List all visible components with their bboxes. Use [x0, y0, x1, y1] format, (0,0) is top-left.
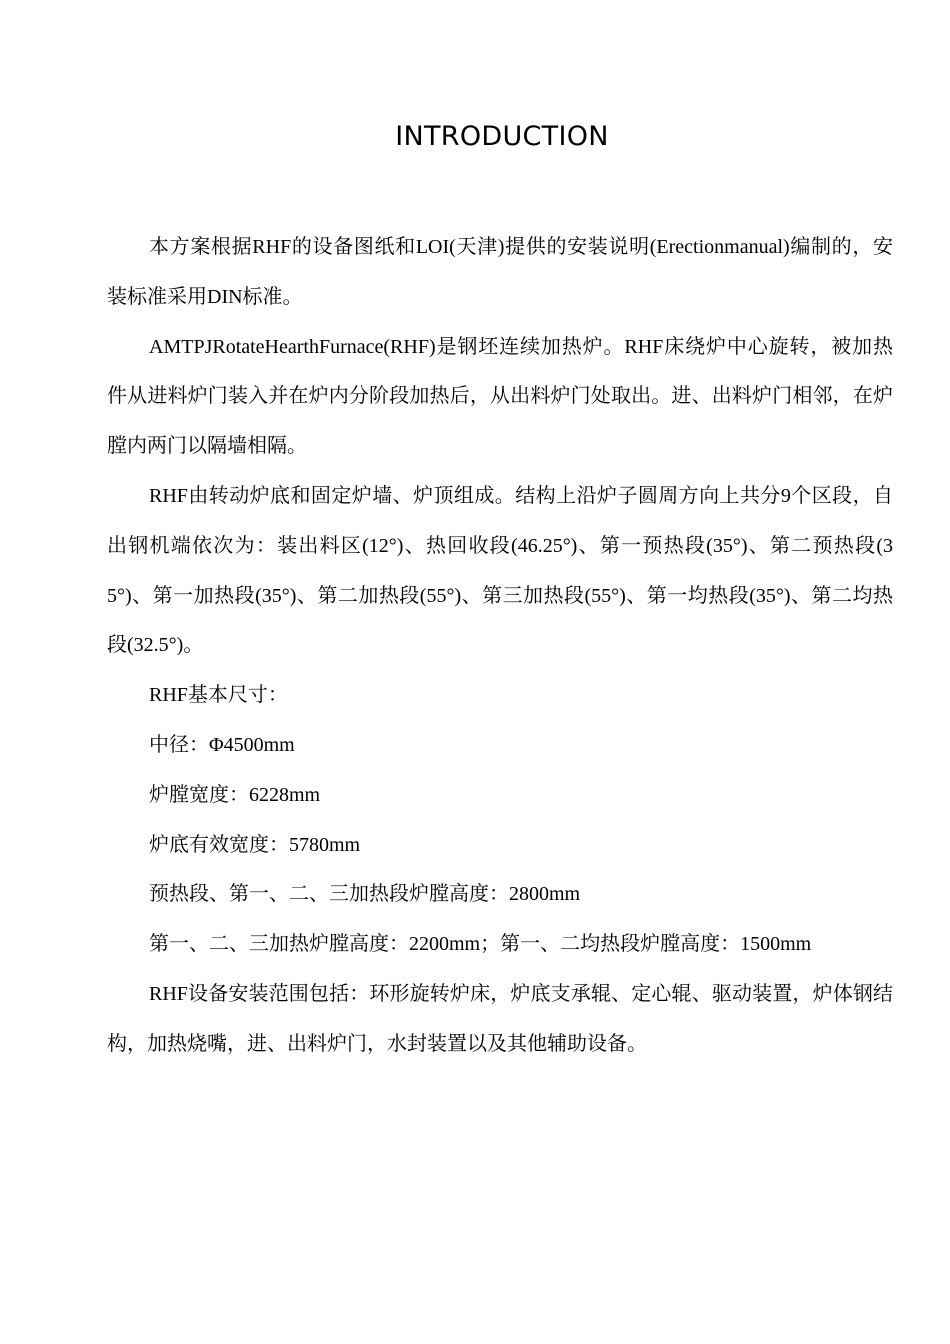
paragraph-dimensions-heading: RHF基本尺寸： — [149, 684, 288, 707]
paragraph-intro: 本方案根据RHF的设备图纸和LOI(天津)提供的安装说明(Erectionmanual)编制的，安装标准采用DIN标准。 — [107, 236, 893, 308]
paragraph-rhf-description: AMTPJRotateHearthFurnace(RHF)是钢坯连续加热炉。RHF床绕炉中心旋转，被加热件从进料炉门装入并在炉内分阶段加热后，从出料炉门处取出。进、出料炉门相邻，在炉膛内两门以隔墙相隔。 — [107, 335, 893, 458]
paragraph-chamber-width: 炉膛宽度：6228mm — [149, 783, 321, 806]
paragraph-hearth-effective-width: 炉底有效宽度：5780mm — [149, 833, 361, 856]
paragraph-preheat-height: 预热段、第一、二、三加热段炉膛高度：2800mm — [149, 883, 581, 906]
page-title: INTRODUCTION — [395, 121, 609, 152]
paragraph-installation-scope: RHF设备安装范围包括：环形旋转炉床，炉底支承辊、定心辊、驱动装置，炉体钢结构，加热烧嘴，进、出料炉门，水封装置以及其他辅助设备。 — [107, 982, 893, 1055]
paragraph-heating-soaking-height: 第一、二、三加热炉膛高度：2200mm；第一、二均热段炉膛高度：1500mm — [149, 933, 812, 956]
document-body — [107, 223, 893, 1070]
paragraph-mean-diameter: 中径：Φ4500mm — [149, 733, 295, 756]
paragraph-rhf-structure: RHF由转动炉底和固定炉墙、炉顶组成。结构上沿炉子圆周方向上共分9个区段，自出钢机端依次为：装出料区(12°)、热回收段(46.25°)、第一预热段(35°)、第二预热段(35°)、第一加热段(35°)、第二加热段(55°)、第三加热段(55°)、第一均热段(35°)、第二均热段(32.5°)。 — [107, 484, 893, 657]
